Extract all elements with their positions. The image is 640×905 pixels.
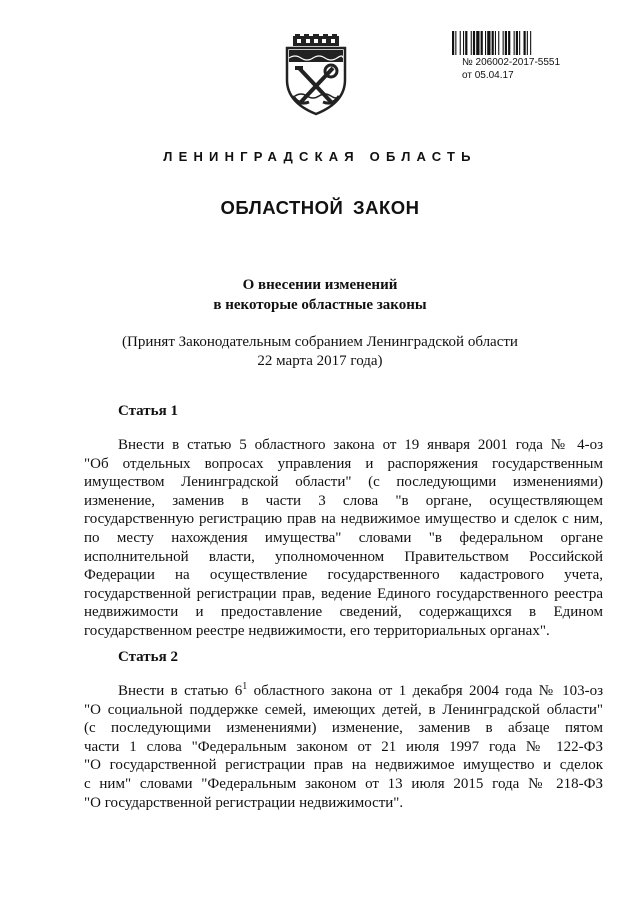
region-heading: ЛЕНИНГРАДСКАЯ ОБЛАСТЬ: [163, 149, 477, 164]
article-line: части 1 слова "Федеральным законом от 21 июля 1997 года № 122-ФЗ: [84, 738, 603, 755]
barcode-bar: [519, 31, 520, 55]
barcode-bar: [460, 31, 461, 55]
article-1-heading: Статья 1: [118, 403, 178, 419]
article-line: [84, 682, 603, 701]
law-subject-line: О внесении изменений: [242, 277, 398, 293]
article-line: государственную регистрацию прав на недвижимое имущество и сделок с ним,: [84, 511, 603, 528]
coat-of-arms-emblem: [281, 34, 351, 116]
barcode-bar: [508, 31, 510, 55]
law-subject: [0, 275, 640, 315]
article-line: (с последующими изменениями) изменение, заменив в абзаце пятом: [84, 720, 603, 737]
barcode-bar: [463, 31, 464, 55]
barcode-bar: [465, 31, 467, 55]
barcode-bar: [498, 31, 499, 55]
barcode-bar: [487, 31, 490, 55]
article-line: государственной регистрации прав, ведение Единого государственного реестра: [84, 585, 603, 602]
article-line-part: областного закона от 1 декабря 2004 года № 103-оз: [247, 683, 603, 699]
article-line: Внести в статью 5 областного закона от 19 января 2001 года № 4-оз: [118, 437, 603, 453]
article-line: имуществом Ленинградской области" (с последующими изменениями): [84, 474, 603, 491]
barcode-bar: [485, 31, 486, 55]
barcode-bar: [481, 31, 483, 55]
article-2-body: [84, 682, 603, 812]
article-line: с ним" словами "Федеральным законом от 13 июля 2015 года № 218-ФЗ: [84, 775, 603, 792]
barcode-bar: [455, 31, 456, 55]
barcode-bar: [505, 31, 507, 55]
barcode-bar: [473, 31, 475, 55]
law-type-title: ОБЛАСТНОЙ ЗАКОН: [220, 197, 420, 218]
barcode-bar: [530, 31, 531, 55]
article-line: изменение, заменив в части 3 слова "в органе, осуществляющем: [84, 492, 603, 509]
barcode-bar: [492, 31, 494, 55]
registration-number: № 206002-2017-5551: [462, 57, 561, 68]
law-subject-line: в некоторые областные законы: [213, 297, 427, 313]
article-line: "О социальной поддержке семей, имеющих детей, в Ленинградской области": [84, 701, 603, 718]
barcode-bar: [524, 31, 526, 55]
article-number-superscript: 1: [242, 681, 248, 692]
article-1-body: [84, 436, 603, 641]
barcode-bar: [471, 31, 472, 55]
article-line: государственном реестре недвижимости, его территориальных органах".: [84, 622, 550, 639]
article-line: недвижимости и предоставление сведений, содержащихся в Едином: [84, 604, 603, 621]
barcode-bar: [495, 31, 496, 55]
article-line: Федерации на осуществление государственного кадастрового учета,: [84, 567, 603, 584]
barcode-bar: [476, 31, 479, 55]
article-line: "О государственной регистрации недвижимости".: [84, 794, 404, 811]
barcode-bar: [503, 31, 504, 55]
adoption-note-line: 22 марта 2017 года): [257, 353, 383, 369]
registration-barcode: [452, 31, 584, 55]
barcode-bar: [514, 31, 515, 55]
article-line: исполнительной власти, уполномоченном Правительством Российской: [84, 548, 603, 565]
adoption-note: [0, 333, 640, 371]
article-line-part: Внести в статью 6: [118, 683, 243, 699]
registration-date: от 05.04.17: [462, 70, 514, 81]
barcode-bar: [516, 31, 518, 55]
article-2-heading: Статья 2: [118, 649, 178, 665]
adoption-note-line: (Принят Законодательным собранием Ленинградской области: [122, 334, 518, 350]
article-line: "Об отдельных вопросах управления и распоряжения государственным: [84, 455, 603, 472]
article-line: по месту нахождения имущества" словами "в федеральном органе: [84, 529, 603, 546]
barcode-bar: [527, 31, 528, 55]
barcode-bar: [452, 31, 454, 55]
article-line: "О государственной регистрации прав на недвижимое имущество и сделок: [84, 757, 603, 774]
